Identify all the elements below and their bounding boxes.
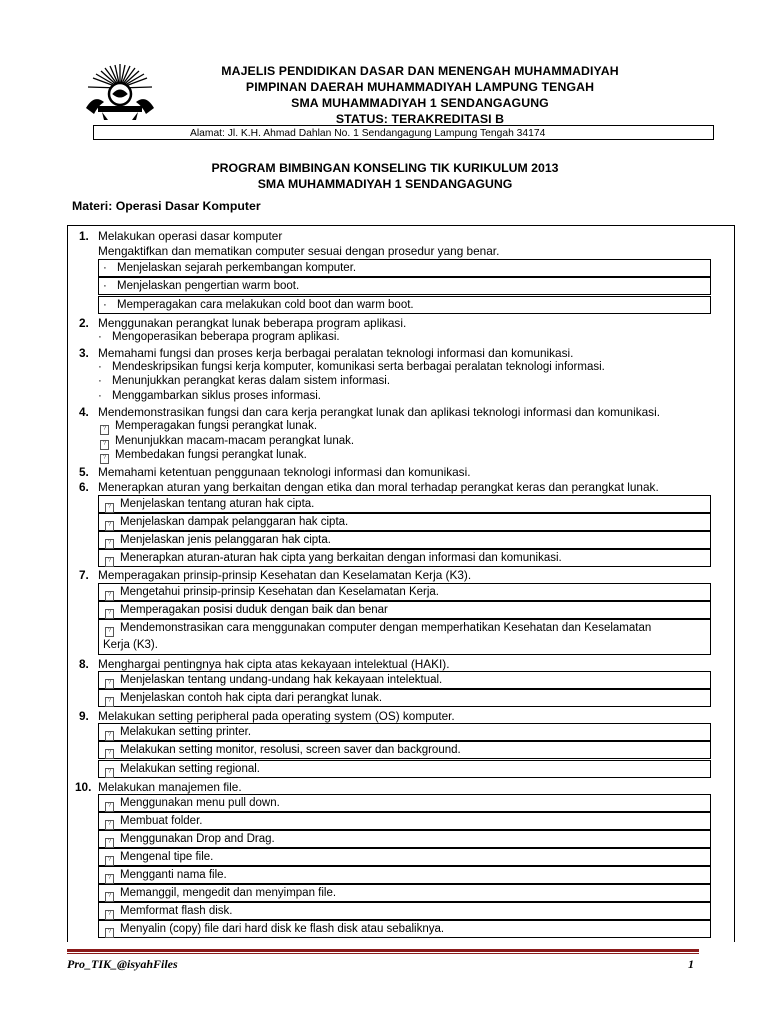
footer-author: Pro_TIK_@isyahFiles	[67, 957, 178, 971]
item-number: 10.	[75, 780, 92, 794]
item-number: 9.	[79, 709, 89, 723]
list-item: ? Menggunakan Drop and Drag.	[98, 830, 711, 848]
box-bullet-icon: ?	[105, 820, 114, 830]
box-bullet-icon: ?	[105, 802, 114, 812]
box-bullet-icon: ?	[105, 856, 114, 866]
list-item: ? Mengenal tipe file.	[98, 848, 711, 866]
box-bullet-icon: ?	[105, 679, 114, 689]
item-text: Menggunakan perangkat lunak beberapa program aplikasi.	[98, 316, 407, 330]
list-item: ? Melakukan setting monitor, resolusi, screen saver dan background.	[98, 741, 711, 759]
box-bullet-icon: ?	[100, 425, 109, 435]
item-text: Menerapkan aturan yang berkaitan dengan etika dan moral terhadap perangkat keras dan perangkat lunak.	[98, 480, 659, 494]
document-title-2: SMA MUHAMMADIYAH 1 SENDANGAGUNG	[257, 177, 513, 191]
box-bullet-icon: ?	[105, 557, 114, 567]
box-bullet-icon: ?	[105, 749, 114, 759]
box-bullet-icon: ?	[105, 731, 114, 741]
bullet-dot-icon: ·	[98, 375, 102, 387]
box-bullet-icon: ?	[105, 521, 114, 531]
list-item: ? Melakukan setting regional.	[98, 760, 711, 778]
list-item: · Menjelaskan pengertian warm boot.	[98, 277, 711, 295]
list-item: · Memperagakan cara melakukan cold boot dan warm boot.	[98, 296, 711, 314]
item-text: Melakukan setting peripheral pada operating system (OS) komputer.	[98, 709, 455, 723]
list-item: ? Menjelaskan tentang aturan hak cipta.	[98, 495, 711, 513]
box-bullet-icon: ?	[105, 609, 114, 619]
bullet-dot-icon: ·	[98, 331, 102, 343]
bullet-dot-icon: ·	[98, 361, 102, 373]
footer-rule	[67, 949, 699, 952]
item-text: Memahami fungsi dan proses kerja berbagai peralatan teknologi informasi dan komunikasi.	[98, 346, 574, 360]
list-item: ? Menjelaskan tentang undang-undang hak kekayaan intelektual.	[98, 671, 711, 689]
item-number: 6.	[79, 480, 89, 494]
item-number: 1.	[79, 229, 89, 243]
item-text: Mendemonstrasikan fungsi dan cara kerja perangkat lunak dan aplikasi teknologi informasi dan komunikasi.	[98, 405, 660, 419]
item-number: 7.	[79, 568, 89, 582]
list-item: ? Memperagakan posisi duduk dengan baik dan benar	[98, 601, 711, 619]
box-bullet-icon: ?	[105, 910, 114, 920]
list-item: · Menunjukkan perangkat keras dalam sistem informasi.	[98, 375, 391, 387]
bullet-dot-icon: ·	[103, 299, 107, 311]
list-item: · Mendeskripsikan fungsi kerja komputer, komunikasi serta berbagai peralatan teknologi informasi.	[98, 361, 605, 373]
list-item: · Menjelaskan sejarah perkembangan komputer.	[98, 259, 711, 277]
list-item: ? Memformat flash disk.	[98, 902, 711, 920]
item-text: Melakukan operasi dasar komputer	[98, 229, 283, 243]
page-number: 1	[688, 957, 694, 971]
muhammadiyah-logo-icon	[82, 62, 158, 122]
box-bullet-icon: ?	[105, 928, 114, 938]
header-line-4: STATUS: TERAKREDITASI B	[335, 112, 505, 126]
list-item: ? Menunjukkan macam-macam perangkat lunak.	[98, 435, 354, 450]
item-number: 8.	[79, 657, 89, 671]
box-bullet-icon: ?	[105, 627, 114, 637]
item-description: Mengaktifkan dan mematikan computer sesuai dengan prosedur yang benar.	[98, 244, 500, 258]
box-bullet-icon: ?	[105, 874, 114, 884]
box-bullet-icon: ?	[105, 697, 114, 707]
list-item: ? Menjelaskan jenis pelanggaran hak cipta.	[98, 531, 711, 549]
list-item-continuation: Kerja (K3).	[103, 639, 158, 651]
item-number: 3.	[79, 346, 89, 360]
list-item: ? Mendemonstrasikan cara menggunakan computer dengan memperhatikan Kesehatan dan Keselamatan Kerja (K3).	[98, 619, 711, 655]
item-number: 5.	[79, 465, 89, 479]
list-item: ? Menerapkan aturan-aturan hak cipta yang berkaitan dengan informasi dan komunikasi.	[98, 549, 711, 567]
list-item: ? Membuat folder.	[98, 812, 711, 830]
list-item: ? Memperagakan fungsi perangkat lunak.	[98, 420, 317, 435]
item-text: Menghargai pentingnya hak cipta atas kekayaan intelektual (HAKI).	[98, 657, 450, 671]
list-item: ? Membedakan fungsi perangkat lunak.	[98, 449, 307, 464]
header-line-1: MAJELIS PENDIDIKAN DASAR DAN MENENGAH MUHAMMADIYAH	[221, 64, 619, 78]
list-item: · Mengoperasikan beberapa program aplikasi.	[98, 331, 340, 343]
item-text: Melakukan manajemen file.	[98, 780, 242, 794]
box-bullet-icon: ?	[105, 591, 114, 601]
box-bullet-icon: ?	[100, 454, 109, 464]
list-item: ? Melakukan setting printer.	[98, 723, 711, 741]
item-text: Memahami ketentuan penggunaan teknologi informasi dan komunikasi.	[98, 465, 471, 479]
header-line-2: PIMPINAN DAERAH MUHAMMADIYAH LAMPUNG TENGAH	[245, 80, 595, 94]
box-bullet-icon: ?	[105, 503, 114, 513]
list-item: ? Mengetahui prinsip-prinsip Kesehatan dan Keselamatan Kerja.	[98, 583, 711, 601]
item-text: Memperagakan prinsip-prinsip Kesehatan dan Keselamatan Kerja (K3).	[98, 568, 472, 582]
box-bullet-icon: ?	[105, 892, 114, 902]
list-item: ? Mengganti nama file.	[98, 866, 711, 884]
document-title-1: PROGRAM BIMBINGAN KONSELING TIK KURIKULUM 2013	[211, 161, 559, 175]
box-bullet-icon: ?	[105, 768, 114, 778]
materi-heading: Materi: Operasi Dasar Komputer	[72, 199, 261, 213]
list-item: ? Menjelaskan contoh hak cipta dari perangkat lunak.	[98, 689, 711, 707]
box-bullet-icon: ?	[105, 838, 114, 848]
list-item: ? Memanggil, mengedit dan menyimpan file.	[98, 884, 711, 902]
footer-rule-thin	[67, 953, 699, 954]
list-item: · Menggambarkan siklus proses informasi.	[98, 390, 322, 402]
box-bullet-icon: ?	[100, 440, 109, 450]
box-bullet-icon: ?	[105, 539, 114, 549]
list-item: ? Menyalin (copy) file dari hard disk ke flash disk atau sebaliknya.	[98, 920, 711, 938]
item-number: 4.	[79, 405, 89, 419]
list-item: ? Menjelaskan dampak pelanggaran hak cipta.	[98, 513, 711, 531]
bullet-dot-icon: ·	[98, 390, 102, 402]
school-address: Alamat: Jl. K.H. Ahmad Dahlan No. 1 Sendangagung Lampung Tengah 34174	[93, 125, 714, 140]
header-line-3: SMA MUHAMMADIYAH 1 SENDANGAGUNG	[291, 96, 549, 110]
bullet-dot-icon: ·	[103, 280, 107, 292]
list-item: ? Menggunakan menu pull down.	[98, 794, 711, 812]
bullet-dot-icon: ·	[103, 262, 107, 274]
item-number: 2.	[79, 316, 89, 330]
